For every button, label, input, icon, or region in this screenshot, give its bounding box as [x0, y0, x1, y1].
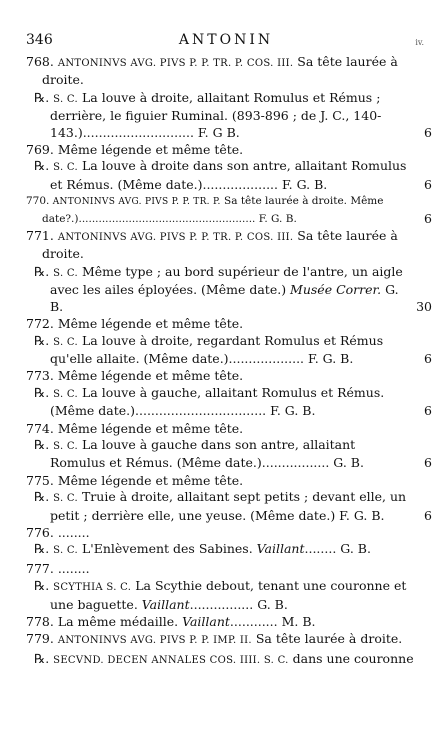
obverse-legend: ANTONINVS AVG. PIVS P. P. TR. P. [52, 197, 221, 208]
entry-number: 770. [26, 195, 50, 208]
entry-text: La louve à droite, allaitant Romulus et Rémus ; derrière, le figuier Ruminal. (893-896 ; de J. C., 140-143.)............................ F. G B. [50, 89, 382, 140]
entry-text: Même légende et même tête. [53, 368, 244, 384]
corner-mark: iv. [415, 38, 424, 47]
entry-770 [26, 193, 432, 227]
entry-773 [26, 368, 432, 384]
entry-text: La louve à droite dans son antre, allaitant Romulus et Rémus. (Même date.)................... F. G. B. [50, 158, 407, 192]
price: 6 [424, 350, 432, 366]
entry-text: Même légende et même tête. [53, 142, 244, 158]
entry-number: 779. [26, 631, 54, 647]
reverse-symbol: ℞. [34, 541, 50, 557]
entry-number: 771. [26, 228, 54, 244]
entry-772 [26, 316, 432, 332]
reverse-774 [26, 437, 432, 472]
module: ................ G. B. [189, 596, 288, 612]
obverse-legend: ANTONINVS AVG. PIVS P. P. IMP. II. [57, 635, 252, 647]
reverse-768 [26, 90, 432, 141]
reverse-773 [26, 385, 432, 420]
reverse-legend: S. C. [53, 162, 78, 174]
entry-778 [26, 614, 432, 630]
entry-number: 775. [26, 472, 54, 488]
entry-text: Même légende et même tête. [53, 420, 244, 436]
price: 30 [416, 298, 432, 314]
collection-name: Musée Correr. [290, 282, 382, 298]
reverse-777 [26, 578, 432, 613]
reverse-772 [26, 333, 432, 368]
reverse-symbol: ℞. [34, 578, 50, 594]
module: ............ M. B. [229, 614, 316, 629]
entry-text: Sa tête laurée à droite. [42, 54, 398, 88]
reverse-776 [26, 541, 432, 559]
entry-text: Sa tête laurée à droite. [251, 631, 403, 647]
entry-774 [26, 421, 432, 437]
reverse-symbol: ℞. [34, 332, 50, 348]
entry-text: La louve à droite, regardant Romulus et Rémus qu'elle allaite. (Même date.)................... F. G. B. [50, 332, 384, 366]
entry-769 [26, 142, 432, 158]
source-author: Vaillant [182, 614, 230, 629]
source-author: Vaillant [141, 596, 190, 612]
obverse-legend: ANTONINVS AVG. PIVS P. P. TR. P. COS. III. [57, 232, 294, 244]
reverse-legend: S. C. [53, 267, 78, 279]
reverse-775 [26, 489, 432, 524]
entry-text: Truie à droite, allaitant sept petits ; devant elle, un petit ; derrière elle, une yeuse. (Même date.) F. G. B. [50, 489, 407, 523]
entry-text: L'Enlèvement des Sabines. [78, 541, 257, 557]
reverse-legend: S. C. [53, 440, 78, 452]
reverse-legend: S. C. [53, 545, 78, 557]
entry-number: 778. [26, 614, 54, 629]
reverse-771 [26, 264, 432, 315]
module: G. B. [50, 282, 399, 314]
reverse-legend: SCYTHIA S. C. [53, 582, 132, 594]
reverse-legend: SECVND. DECEN ANNALES COS. IIII. S. C. [53, 654, 289, 666]
entry-text: Même légende et même tête. [53, 472, 244, 488]
entry-number: 773. [26, 368, 54, 384]
price: 6 [424, 403, 432, 419]
price: 6 [424, 176, 432, 192]
entry-text: La même médaille. [53, 614, 183, 629]
reverse-symbol: ℞. [34, 263, 50, 279]
reverse-symbol: ℞. [34, 489, 50, 505]
obverse-legend: ANTONINVS AVG. PIVS P. P. TR. P. COS. III. [57, 58, 294, 69]
reverse-779 [26, 651, 432, 669]
reverse-symbol: ℞. [34, 89, 50, 105]
entry-number: 769. [26, 142, 54, 158]
reverse-legend: S. C. [53, 93, 78, 105]
reverse-769 [26, 158, 432, 193]
running-title: ANTONIN [178, 32, 274, 48]
reverse-symbol: ℞. [34, 158, 50, 174]
entry-text: ........ [53, 524, 90, 540]
entry-text: ........ [53, 560, 90, 576]
page-header [26, 32, 426, 52]
page-number: 346 [26, 32, 53, 48]
entry-777 [26, 561, 432, 577]
entry-776 [26, 525, 432, 541]
entry-text: Sa tête laurée à droite. Même date?.)..................................................... F. G. B. [42, 195, 384, 225]
reverse-legend: S. C. [53, 336, 78, 348]
entry-779 [26, 631, 432, 649]
catalogue-entries [26, 54, 432, 669]
reverse-legend: S. C. [53, 388, 78, 400]
source-author: Vaillant [256, 541, 305, 557]
entry-text: Même type ; au bord supérieur de l'antre, un aigle avec les ailes éployées. (Même date.) [50, 263, 403, 298]
reverse-symbol: ℞. [34, 384, 50, 400]
reverse-legend: S. C. [53, 493, 78, 505]
entry-text: La Scythie debout, tenant une couronne et une baguette. [50, 578, 407, 612]
entry-775 [26, 473, 432, 489]
price: 6 [424, 455, 432, 471]
entry-number: 776. [26, 524, 54, 540]
entry-text: La louve à gauche dans son antre, allaitant Romulus et Rémus. (Même date.)................. G. B. [50, 436, 364, 471]
entry-number: 768. [26, 54, 54, 69]
price: 6 [424, 507, 432, 523]
price: 6 [424, 210, 432, 226]
price: 6 [424, 124, 432, 140]
entry-number: 772. [26, 316, 54, 332]
entry-text: Même légende et même tête. [53, 316, 244, 332]
entry-768 [26, 54, 432, 89]
entry-771 [26, 228, 432, 263]
entry-text: dans une couronne [288, 650, 414, 666]
entry-number: 774. [26, 420, 54, 436]
entry-text: La louve à gauche, allaitant Romulus et Rémus. (Même date.)................................. F. G. B. [50, 384, 385, 419]
entry-number: 777. [26, 560, 54, 576]
reverse-symbol: ℞. [34, 436, 50, 452]
reverse-symbol: ℞. [34, 650, 50, 666]
entry-text: Sa tête laurée à droite. [42, 228, 398, 262]
module: ........ G. B. [304, 541, 371, 557]
